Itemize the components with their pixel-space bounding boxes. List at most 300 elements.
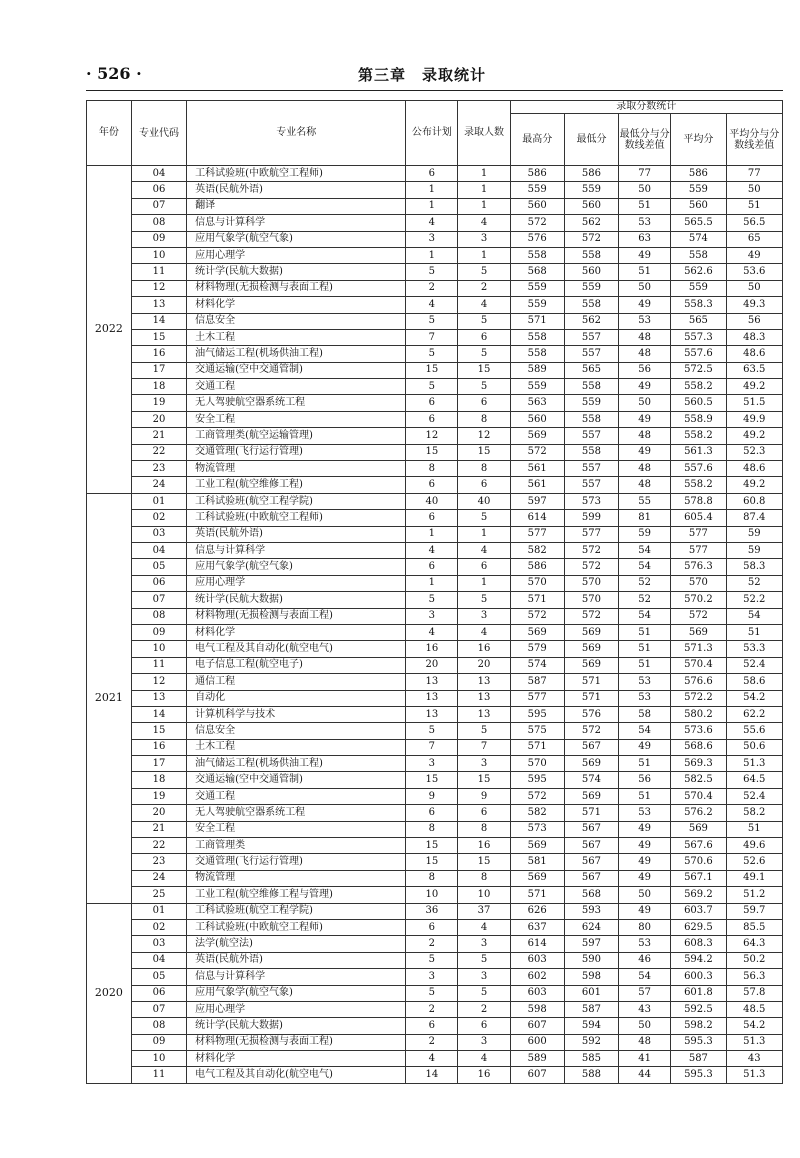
- code-cell: 24: [131, 870, 186, 886]
- plan-cell: 4: [406, 1051, 458, 1067]
- name-cell: 工业工程(航空维修工程与管理): [187, 887, 406, 903]
- max-cell: 559: [510, 379, 564, 395]
- name-cell: 物流管理: [187, 461, 406, 477]
- admitted-cell: 37: [458, 903, 510, 919]
- avg-cell: 558.3: [671, 297, 726, 313]
- admitted-cell: 4: [458, 1051, 510, 1067]
- plan-cell: 4: [406, 624, 458, 640]
- avg-diff-cell: 52.4: [726, 788, 782, 804]
- admitted-cell: 1: [458, 526, 510, 542]
- avg-diff-cell: 54.2: [726, 690, 782, 706]
- min-diff-cell: 48: [619, 461, 671, 477]
- max-cell: 576: [510, 231, 564, 247]
- max-cell: 572: [510, 788, 564, 804]
- min-diff-cell: 54: [619, 723, 671, 739]
- name-cell: 信息与计算科学: [187, 215, 406, 231]
- table-row: [87, 821, 783, 837]
- avg-diff-cell: 87.4: [726, 510, 782, 526]
- max-cell: 571: [510, 887, 564, 903]
- code-cell: 04: [131, 952, 186, 968]
- code-cell: 16: [131, 739, 186, 755]
- avg-diff-cell: 51.3: [726, 1067, 782, 1083]
- min-diff-cell: 51: [619, 641, 671, 657]
- name-cell: 无人驾驶航空器系统工程: [187, 395, 406, 411]
- min-diff-cell: 54: [619, 969, 671, 985]
- plan-cell: 4: [406, 542, 458, 558]
- name-cell: 交通管理(飞行运行管理): [187, 444, 406, 460]
- min-diff-cell: 54: [619, 542, 671, 558]
- min-diff-cell: 49: [619, 297, 671, 313]
- min-cell: 571: [564, 674, 618, 690]
- admitted-cell: 3: [458, 936, 510, 952]
- min-diff-cell: 54: [619, 608, 671, 624]
- avg-diff-cell: 49.2: [726, 477, 782, 493]
- avg-cell: 594.2: [671, 952, 726, 968]
- avg-diff-cell: 64.3: [726, 936, 782, 952]
- min-cell: 567: [564, 739, 618, 755]
- min-diff-cell: 49: [619, 379, 671, 395]
- name-cell: 工商管理类(航空运输管理): [187, 428, 406, 444]
- name-cell: 交通工程: [187, 788, 406, 804]
- table-row: [87, 592, 783, 608]
- admitted-cell: 5: [458, 379, 510, 395]
- min-cell: 560: [564, 198, 618, 214]
- avg-cell: 568.6: [671, 739, 726, 755]
- table-row: [87, 936, 783, 952]
- header-code: 专业代码: [131, 101, 186, 166]
- admitted-cell: 6: [458, 395, 510, 411]
- plan-cell: 5: [406, 264, 458, 280]
- code-cell: 11: [131, 657, 186, 673]
- table-row: [87, 510, 783, 526]
- name-cell: 自动化: [187, 690, 406, 706]
- max-cell: 561: [510, 461, 564, 477]
- plan-cell: 4: [406, 297, 458, 313]
- avg-cell: 569: [671, 624, 726, 640]
- max-cell: 572: [510, 608, 564, 624]
- min-cell: 567: [564, 838, 618, 854]
- name-cell: 信息安全: [187, 313, 406, 329]
- avg-cell: 558.2: [671, 428, 726, 444]
- avg-cell: 572: [671, 608, 726, 624]
- max-cell: 571: [510, 739, 564, 755]
- admitted-cell: 16: [458, 641, 510, 657]
- min-diff-cell: 51: [619, 198, 671, 214]
- admitted-cell: 3: [458, 756, 510, 772]
- avg-cell: 574: [671, 231, 726, 247]
- page-number: · 526 ·: [86, 64, 142, 83]
- table-row: [87, 1034, 783, 1050]
- table-row: [87, 346, 783, 362]
- min-diff-cell: 48: [619, 477, 671, 493]
- min-diff-cell: 49: [619, 739, 671, 755]
- avg-cell: 600.3: [671, 969, 726, 985]
- min-cell: 557: [564, 477, 618, 493]
- min-diff-cell: 59: [619, 526, 671, 542]
- avg-cell: 570.4: [671, 657, 726, 673]
- table-row: [87, 444, 783, 460]
- code-cell: 18: [131, 379, 186, 395]
- max-cell: 571: [510, 313, 564, 329]
- min-cell: 571: [564, 690, 618, 706]
- avg-cell: 578.8: [671, 493, 726, 509]
- min-cell: 567: [564, 870, 618, 886]
- plan-cell: 6: [406, 919, 458, 935]
- name-cell: 应用气象学(航空气象): [187, 559, 406, 575]
- year-cell: 2021: [87, 493, 132, 903]
- code-cell: 02: [131, 510, 186, 526]
- table-row: [87, 788, 783, 804]
- table-row: [87, 542, 783, 558]
- max-cell: 637: [510, 919, 564, 935]
- min-cell: 558: [564, 444, 618, 460]
- chapter-title: 第三章 录取统计: [358, 66, 487, 84]
- code-cell: 14: [131, 706, 186, 722]
- code-cell: 08: [131, 1018, 186, 1034]
- min-diff-cell: 48: [619, 329, 671, 345]
- name-cell: 通信工程: [187, 674, 406, 690]
- plan-cell: 16: [406, 641, 458, 657]
- avg-diff-cell: 59.7: [726, 903, 782, 919]
- max-cell: 581: [510, 854, 564, 870]
- avg-diff-cell: 51.3: [726, 1034, 782, 1050]
- plan-cell: 13: [406, 674, 458, 690]
- max-cell: 570: [510, 756, 564, 772]
- max-cell: 589: [510, 1051, 564, 1067]
- min-diff-cell: 81: [619, 510, 671, 526]
- avg-diff-cell: 51: [726, 821, 782, 837]
- avg-diff-cell: 50: [726, 182, 782, 198]
- code-cell: 02: [131, 919, 186, 935]
- min-cell: 585: [564, 1051, 618, 1067]
- avg-cell: 572.5: [671, 362, 726, 378]
- max-cell: 559: [510, 297, 564, 313]
- name-cell: 工科试验班(航空工程学院): [187, 903, 406, 919]
- min-cell: 557: [564, 346, 618, 362]
- table-row: [87, 657, 783, 673]
- min-cell: 576: [564, 706, 618, 722]
- table-row: [87, 969, 783, 985]
- name-cell: 材料化学: [187, 297, 406, 313]
- min-cell: 573: [564, 493, 618, 509]
- min-cell: 571: [564, 805, 618, 821]
- max-cell: 582: [510, 542, 564, 558]
- plan-cell: 6: [406, 411, 458, 427]
- min-cell: 569: [564, 788, 618, 804]
- admitted-cell: 4: [458, 624, 510, 640]
- code-cell: 21: [131, 428, 186, 444]
- admitted-cell: 5: [458, 723, 510, 739]
- plan-cell: 15: [406, 772, 458, 788]
- avg-diff-cell: 52.4: [726, 657, 782, 673]
- max-cell: 597: [510, 493, 564, 509]
- admitted-cell: 5: [458, 592, 510, 608]
- max-cell: 595: [510, 706, 564, 722]
- min-diff-cell: 48: [619, 346, 671, 362]
- year-cell: 2022: [87, 166, 132, 494]
- table-row: [87, 723, 783, 739]
- code-cell: 06: [131, 182, 186, 198]
- admitted-cell: 6: [458, 329, 510, 345]
- table-body: [87, 166, 783, 1084]
- admitted-cell: 1: [458, 182, 510, 198]
- avg-diff-cell: 56: [726, 313, 782, 329]
- code-cell: 16: [131, 346, 186, 362]
- max-cell: 614: [510, 936, 564, 952]
- name-cell: 应用心理学: [187, 575, 406, 591]
- plan-cell: 13: [406, 690, 458, 706]
- min-diff-cell: 46: [619, 952, 671, 968]
- min-cell: 592: [564, 1034, 618, 1050]
- max-cell: 570: [510, 575, 564, 591]
- max-cell: 559: [510, 280, 564, 296]
- min-cell: 574: [564, 772, 618, 788]
- plan-cell: 40: [406, 493, 458, 509]
- code-cell: 21: [131, 821, 186, 837]
- code-cell: 15: [131, 329, 186, 345]
- name-cell: 英语(民航外语): [187, 526, 406, 542]
- code-cell: 22: [131, 838, 186, 854]
- name-cell: 应用气象学(航空气象): [187, 231, 406, 247]
- min-diff-cell: 50: [619, 280, 671, 296]
- avg-cell: 570.4: [671, 788, 726, 804]
- code-cell: 12: [131, 674, 186, 690]
- plan-cell: 8: [406, 821, 458, 837]
- max-cell: 589: [510, 362, 564, 378]
- name-cell: 交通工程: [187, 379, 406, 395]
- min-cell: 594: [564, 1018, 618, 1034]
- min-cell: 559: [564, 280, 618, 296]
- name-cell: 油气储运工程(机场供油工程): [187, 346, 406, 362]
- admitted-cell: 1: [458, 166, 510, 182]
- plan-cell: 6: [406, 805, 458, 821]
- min-cell: 572: [564, 231, 618, 247]
- min-cell: 624: [564, 919, 618, 935]
- name-cell: 电子信息工程(航空电子): [187, 657, 406, 673]
- avg-diff-cell: 63.5: [726, 362, 782, 378]
- avg-diff-cell: 48.6: [726, 346, 782, 362]
- max-cell: 573: [510, 821, 564, 837]
- min-diff-cell: 50: [619, 182, 671, 198]
- table-row: [87, 756, 783, 772]
- min-diff-cell: 51: [619, 788, 671, 804]
- avg-cell: 569.2: [671, 887, 726, 903]
- name-cell: 工科试验班(中欧航空工程师): [187, 166, 406, 182]
- plan-cell: 3: [406, 608, 458, 624]
- max-cell: 575: [510, 723, 564, 739]
- min-cell: 569: [564, 641, 618, 657]
- avg-cell: 571.3: [671, 641, 726, 657]
- avg-cell: 558.2: [671, 379, 726, 395]
- min-cell: 562: [564, 313, 618, 329]
- min-diff-cell: 51: [619, 756, 671, 772]
- name-cell: 信息与计算科学: [187, 969, 406, 985]
- min-cell: 569: [564, 756, 618, 772]
- name-cell: 电气工程及其自动化(航空电气): [187, 641, 406, 657]
- name-cell: 应用气象学(航空气象): [187, 985, 406, 1001]
- table-row: [87, 379, 783, 395]
- plan-cell: 7: [406, 739, 458, 755]
- avg-diff-cell: 50.6: [726, 739, 782, 755]
- min-diff-cell: 51: [619, 624, 671, 640]
- code-cell: 04: [131, 166, 186, 182]
- plan-cell: 2: [406, 936, 458, 952]
- min-diff-cell: 56: [619, 362, 671, 378]
- min-cell: 559: [564, 182, 618, 198]
- avg-cell: 570: [671, 575, 726, 591]
- avg-cell: 592.5: [671, 1001, 726, 1017]
- admitted-cell: 1: [458, 247, 510, 263]
- name-cell: 安全工程: [187, 821, 406, 837]
- max-cell: 586: [510, 166, 564, 182]
- max-cell: 607: [510, 1067, 564, 1083]
- plan-cell: 4: [406, 215, 458, 231]
- table-row: [87, 952, 783, 968]
- max-cell: 563: [510, 395, 564, 411]
- table-row: [87, 674, 783, 690]
- table-row: [87, 624, 783, 640]
- min-cell: 572: [564, 559, 618, 575]
- name-cell: 交通运输(空中交通管制): [187, 772, 406, 788]
- admitted-cell: 4: [458, 919, 510, 935]
- admitted-cell: 16: [458, 1067, 510, 1083]
- avg-diff-cell: 48.6: [726, 461, 782, 477]
- code-cell: 10: [131, 641, 186, 657]
- avg-cell: 557.6: [671, 461, 726, 477]
- avg-diff-cell: 48.3: [726, 329, 782, 345]
- admitted-cell: 8: [458, 411, 510, 427]
- avg-diff-cell: 65: [726, 231, 782, 247]
- avg-diff-cell: 60.8: [726, 493, 782, 509]
- avg-diff-cell: 59: [726, 526, 782, 542]
- max-cell: 569: [510, 428, 564, 444]
- min-cell: 586: [564, 166, 618, 182]
- name-cell: 工商管理类: [187, 838, 406, 854]
- plan-cell: 6: [406, 1018, 458, 1034]
- max-cell: 598: [510, 1001, 564, 1017]
- page-header: [86, 62, 786, 86]
- avg-cell: 605.4: [671, 510, 726, 526]
- max-cell: 579: [510, 641, 564, 657]
- plan-cell: 8: [406, 461, 458, 477]
- code-cell: 06: [131, 985, 186, 1001]
- min-cell: 590: [564, 952, 618, 968]
- admitted-cell: 6: [458, 477, 510, 493]
- header-min: 最低分: [564, 114, 618, 166]
- code-cell: 19: [131, 395, 186, 411]
- max-cell: 602: [510, 969, 564, 985]
- code-cell: 05: [131, 559, 186, 575]
- avg-cell: 576.6: [671, 674, 726, 690]
- table-row: [87, 461, 783, 477]
- max-cell: 603: [510, 952, 564, 968]
- name-cell: 统计学(民航大数据): [187, 1018, 406, 1034]
- max-cell: 558: [510, 346, 564, 362]
- min-diff-cell: 50: [619, 395, 671, 411]
- name-cell: 材料物理(无损检测与表面工程): [187, 1034, 406, 1050]
- avg-cell: 577: [671, 542, 726, 558]
- table-row: [87, 280, 783, 296]
- avg-diff-cell: 77: [726, 166, 782, 182]
- min-cell: 597: [564, 936, 618, 952]
- min-cell: 557: [564, 329, 618, 345]
- max-cell: 569: [510, 870, 564, 886]
- name-cell: 交通管理(飞行运行管理): [187, 854, 406, 870]
- admitted-cell: 40: [458, 493, 510, 509]
- max-cell: 595: [510, 772, 564, 788]
- plan-cell: 5: [406, 313, 458, 329]
- min-cell: 587: [564, 1001, 618, 1017]
- min-diff-cell: 53: [619, 313, 671, 329]
- avg-diff-cell: 50.2: [726, 952, 782, 968]
- min-diff-cell: 43: [619, 1001, 671, 1017]
- header-avg-diff: 平均分与分数线差值: [726, 114, 782, 166]
- name-cell: 土木工程: [187, 329, 406, 345]
- plan-cell: 6: [406, 510, 458, 526]
- code-cell: 05: [131, 969, 186, 985]
- admitted-cell: 5: [458, 264, 510, 280]
- table-row: [87, 1067, 783, 1083]
- admitted-cell: 4: [458, 215, 510, 231]
- avg-diff-cell: 52: [726, 575, 782, 591]
- avg-cell: 560.5: [671, 395, 726, 411]
- table-row: [87, 739, 783, 755]
- avg-diff-cell: 51.2: [726, 887, 782, 903]
- table-row: [87, 1018, 783, 1034]
- year-cell: 2020: [87, 903, 132, 1083]
- plan-cell: 20: [406, 657, 458, 673]
- avg-cell: 629.5: [671, 919, 726, 935]
- max-cell: 560: [510, 411, 564, 427]
- header-name: 专业名称: [187, 101, 406, 166]
- avg-cell: 560: [671, 198, 726, 214]
- avg-diff-cell: 52.2: [726, 592, 782, 608]
- table-row: [87, 313, 783, 329]
- max-cell: 614: [510, 510, 564, 526]
- plan-cell: 2: [406, 1001, 458, 1017]
- admitted-cell: 7: [458, 739, 510, 755]
- plan-cell: 1: [406, 198, 458, 214]
- avg-cell: 582.5: [671, 772, 726, 788]
- plan-cell: 1: [406, 247, 458, 263]
- name-cell: 安全工程: [187, 411, 406, 427]
- min-diff-cell: 52: [619, 575, 671, 591]
- min-cell: 569: [564, 657, 618, 673]
- avg-cell: 565.5: [671, 215, 726, 231]
- min-cell: 567: [564, 854, 618, 870]
- avg-diff-cell: 51.5: [726, 395, 782, 411]
- code-cell: 23: [131, 854, 186, 870]
- plan-cell: 3: [406, 969, 458, 985]
- admitted-cell: 2: [458, 1001, 510, 1017]
- admitted-cell: 5: [458, 510, 510, 526]
- admitted-cell: 5: [458, 346, 510, 362]
- code-cell: 04: [131, 542, 186, 558]
- code-cell: 18: [131, 772, 186, 788]
- code-cell: 13: [131, 690, 186, 706]
- min-diff-cell: 49: [619, 821, 671, 837]
- min-diff-cell: 49: [619, 903, 671, 919]
- code-cell: 11: [131, 1067, 186, 1083]
- code-cell: 14: [131, 313, 186, 329]
- table-row: [87, 854, 783, 870]
- max-cell: 571: [510, 592, 564, 608]
- code-cell: 07: [131, 592, 186, 608]
- admitted-cell: 5: [458, 985, 510, 1001]
- min-cell: 560: [564, 264, 618, 280]
- min-cell: 558: [564, 297, 618, 313]
- max-cell: 569: [510, 624, 564, 640]
